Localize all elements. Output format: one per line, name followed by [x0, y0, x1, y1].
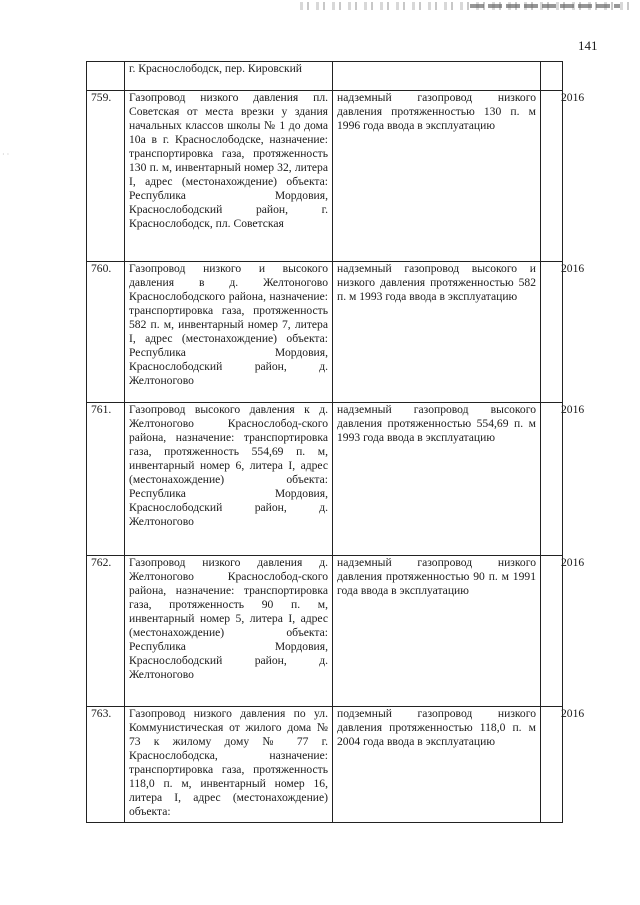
object-name: Газопровод низкого давления по ул. Коммунистическая от жилого дома № 73 к жилому дому № 77 г. Краснослободска, назначение: транспортировка газа, протяженность 118,0 п. м, инвентарный номер 16, литера I, адрес (местонахождение) объекта: — [125, 707, 333, 823]
registry-table — [86, 61, 585, 823]
year: 2016 — [561, 262, 585, 275]
year-cell — [541, 556, 585, 707]
object-description: подземный газопровод низкого давления протяженностью 118,0 п. м 2004 года ввода в эксплуатацию — [333, 707, 541, 823]
year-cell — [541, 707, 585, 823]
year: 2016 — [561, 707, 585, 720]
object-name: г. Краснослободск, пер. Кировский — [125, 62, 333, 91]
table-row — [87, 707, 563, 823]
object-description — [333, 62, 541, 91]
margin-marks: · · — [2, 150, 10, 159]
object-description: надземный газопровод высокого и низкого давления протяженностью 582 п. м 1993 года ввода в эксплуатацию — [333, 262, 541, 403]
row-number: 760. — [87, 262, 125, 403]
table-row — [87, 262, 563, 403]
object-description: надземный газопровод низкого давления протяженностью 130 п. м 1996 года ввода в эксплуатацию — [333, 91, 541, 262]
row-number: 759. — [87, 91, 125, 262]
page-number: 141 — [578, 38, 598, 53]
row-number: 762. — [87, 556, 125, 707]
table-row — [87, 91, 563, 262]
scan-artifact — [470, 4, 620, 8]
year-cell — [541, 403, 585, 556]
row-number: 763. — [87, 707, 125, 823]
table-row — [87, 403, 563, 556]
object-name: Газопровод низкого давления д. Желтоногово Краснослобод-ского района, назначение: транспортировка газа, протяженность 90 п. м, инвентарный номер 5, литера I, адрес (местонахождение) объекта: Республика Мордовия, Краснослободский район, д. Желтоногово — [125, 556, 333, 707]
year-cell — [541, 91, 585, 262]
year-cell — [541, 62, 563, 91]
object-name: Газопровод высокого давления к д. Желтоногово Краснослобод-ского района, назначение: транспортировка газа, протяженность 554,69 п. м, инвентарный номер 6, литера I, адрес (местонахождение) объекта: Республика Мордовия, Краснослободский район, д. Желтоногово — [125, 403, 333, 556]
table-row — [87, 62, 563, 91]
table-row — [87, 556, 563, 707]
row-number — [87, 62, 125, 91]
object-name: Газопровод низкого и высокого давления в д. Желтоногово Краснослободского района, назначение: транспортировка газа, протяженность 582 п. м, инвентарный номер 7, литера I, адрес (местонахождение) объекта: Республика Мордовия, Краснослободский район, д. Желтоногово — [125, 262, 333, 403]
year: 2016 — [561, 91, 585, 104]
object-description: надземный газопровод низкого давления протяженностью 90 п. м 1991 года ввода в эксплуатацию — [333, 556, 541, 707]
object-description: надземный газопровод высокого давления протяженностью 554,69 п. м 1993 года ввода в эксплуатацию — [333, 403, 541, 556]
row-number: 761. — [87, 403, 125, 556]
object-name: Газопровод низкого давления пл. Советская от места врезки у здания начальных классов школы № 1 до дома 10а в г. Краснослободске, назначение: транспортировка газа, протяженность 130 п. м, инвентарный номер 32, литера I, адрес (местонахождение) объекта: Республика Мордовия, Краснослободский район, г. Краснослободск, пл. Советская — [125, 91, 333, 262]
year: 2016 — [561, 403, 585, 416]
year-cell — [541, 262, 585, 403]
year: 2016 — [561, 556, 585, 569]
